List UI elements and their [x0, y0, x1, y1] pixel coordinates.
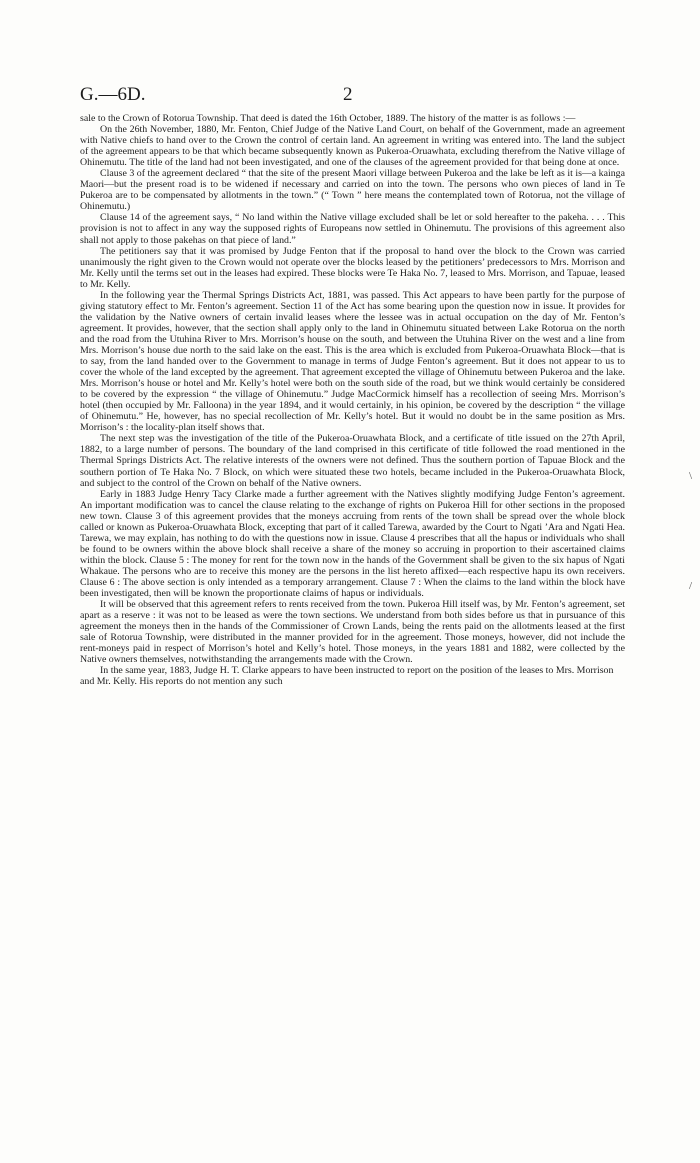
paragraph: In the following year the Thermal Springs Districts Act, 1881, was passed. This Act appears to have been partly for the purpose of giving statutory effect to Mr. Fenton’s agreement. Section 11 of the Act has some bearing upon the question now in issue. It provides for the validation by the Native owners of certain invalid leases where the lessee was in actual occupation on the day of Mr. Fenton’s agreement. It provides, however, that the section shall apply only to the land in Ohinemutu situated between Lake Rotorua on the north and the road from the Utuhina River to Mrs. Morrison’s house on the south, and between the Utuhina River on the west and a line from Mrs. Morrison’s house due north to the said lake on the east. This is the area which is excluded from Pukeroa-Oruawhata Block—that is to say, from the land handed over to the Government to manage in terms of Judge Fenton’s agreement. But it does not appear to us to cover the whole of the land excepted by the agreement. That agreement excepted the village of Ohinemutu between Pukeroa and the lake. Mrs. Morrison’s house or hotel and Mr. Kelly’s hotel were both on the south side of the road, but we think would certainly be considered to be covered by the expression “ the village of Ohinemutu.” Judge MacCormick himself has a recollection of seeing Mrs. Morrison’s hotel (then occupied by Mr. Falloona) in the year 1894, and it would certainly, in his opinion, be covered by the description “ the village of Ohinemutu.” He, however, has no special recollection of Mr. Kelly’s hotel. But it would no doubt be in the same position as Mrs. Morrison’s : the locality-plan itself shows that.	[80, 289, 625, 434]
paragraph: On the 26th November, 1880, Mr. Fenton, Chief Judge of the Native Land Court, on behalf of the Government, made an agreement with Native chiefs to hand over to the Crown the control of certain land. An agreement in writing was entered into. The land the subject of the agreement appears to be that which became subsequently known as Pukeroa-Oruawhata, excluding therefrom the Native village of Ohinemutu. The title of the land had not been investigated, and one of the clauses of the agreement provided for that being done at once.	[80, 124, 625, 169]
margin-mark: \	[689, 470, 693, 482]
paragraph: In the same year, 1883, Judge H. T. Clarke appears to have been instructed to report on the position of the leases to Mrs. Morrison and Mr. Kelly. His reports do not mention any such	[80, 665, 614, 688]
page-number: 2	[343, 84, 353, 105]
document-code: G.—6D.	[80, 84, 146, 105]
paragraph: Early in 1883 Judge Henry Tacy Clarke made a further agreement with the Natives slightly modifying Judge Fenton’s agreement. An important modification was to cancel the clause relating to the exchange of rights on Pukeroa Hill for other sections in the proposed new town. Clause 3 of this agreement provides that the moneys accruing from rents of the town shall be spread over the whole block called or known as Pukeroa-Oruawhata Block, excepting that part of it called Tarewa, awarded by the Court to Ngati ’Ara and Ngati Hea. Tarewa, we may explain, has nothing to do with the questions now in issue. Clause 4 prescribes that all the hapus or individuals who shall be found to be owners within the above block shall receive a share of the money so accruing in proportion to their ascertained claims within the block. Clause 5 : The money for rent for the town now in the hands of the Government shall be given to the six hapus of Ngati Whakaue. The persons who are to receive this money are the persons in the list hereto affixed—each respective hapu its own receivers. Clause 6 : The above section is only intended as a temporary arrangement. Clause 7 : When the claims to the land within the block have been investigated, then will be known the proportionate claims of hapus or individuals.	[80, 488, 625, 600]
margin-mark: /	[689, 580, 693, 592]
paragraph: The next step was the investigation of the title of the Pukeroa-Oruawhata Block, and a certificate of title issued on the 27th April, 1882, to a large number of persons. The boundary of the land comprised in this certificate of title followed the road mentioned in the Thermal Springs Districts Act. The relative interests of the owners were not defined. Thus the southern portion of Tapuae Block and the southern portion of Te Haka No. 7 Block, on which were situated these two hotels, became included in the Pukeroa-Oruawhata Block, and subject to the control of the Crown on behalf of the Native owners.	[80, 433, 625, 489]
paragraph: The petitioners say that it was promised by Judge Fenton that if the proposal to hand over the block to the Crown was carried unanimously the right given to the Crown would not operate over the blocks leased by the petitioners’ predecessors to Mrs. Morrison and Mr. Kelly until the terms set out in the leases had expired. These blocks were Te Haka No. 7, leased to Mrs. Morrison, and Tapuae, leased to Mr. Kelly.	[80, 245, 625, 290]
page-header	[80, 84, 625, 108]
paragraph: sale to the Crown of Rotorua Township. That deed is dated the 16th October, 1889. The history of the matter is as follows :—	[80, 113, 576, 124]
paragraph: Clause 14 of the agreement says, “ No land within the Native village excluded shall be let or sold hereafter to the pakeha. . . . This provision is not to affect in any way the supposed rights of Europeans now settled in Ohinemutu. The provisions of this agreement also shall not apply to those pakehas on that piece of land.”	[80, 212, 625, 246]
document-body	[80, 113, 625, 687]
paragraph: Clause 3 of the agreement declared “ that the site of the present Maori village between Pukeroa and the lake be left as it is—a kainga Maori—but the present road is to be widened if necessary and carried on into the town. The persons who own pieces of land in Te Pukeroa are to be compensated by allotments in the town.” (“ Town ” here means the contemplated town of Rotorua, not the village of Ohinemutu.)	[80, 168, 625, 213]
paragraph: It will be observed that this agreement refers to rents received from the town. Pukeroa Hill itself was, by Mr. Fenton’s agreement, set apart as a reserve : it was not to be leased as were the town sections. We understand from both sides before us that in pursuance of this agreement the moneys then in the hands of the Commissioner of Crown Lands, being the rents paid on the allotments leased at the first sale of Rotorua Township, were distributed in the manner provided for in the agreement. Those moneys, however, did not include the rent-moneys paid in respect of Morrison’s hotel and Kelly’s hotel. Those moneys, in the years 1881 and 1882, were collected by the Native owners themselves, notwithstanding the arrangements made with the Crown.	[80, 599, 625, 666]
